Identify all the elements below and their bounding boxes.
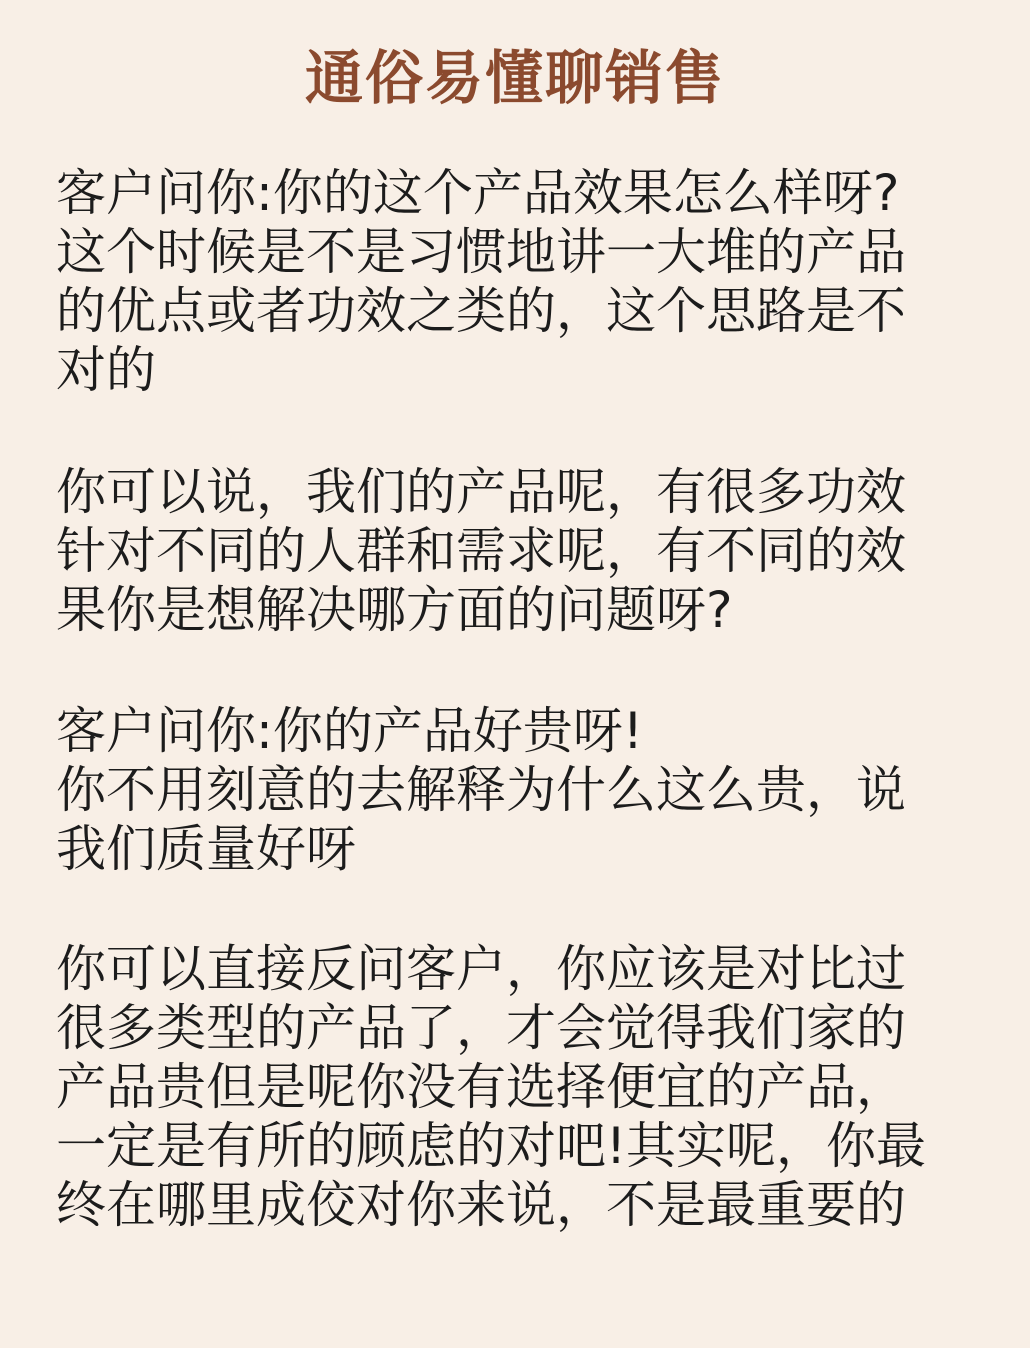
text-line: 终在哪里成佼对你来说，不是最重要的 [56, 1176, 906, 1234]
text-line: 这个时候是不是习惯地讲一大堆的产品 [56, 223, 906, 281]
paragraph-4 [56, 940, 1006, 1235]
paragraph-2 [56, 463, 1006, 640]
text-line: 客户问你:你的产品好贵呀! [56, 702, 643, 760]
text-line: 客户问你:你的这个产品效果怎么样呀? [56, 164, 900, 222]
text-line: 你可以直接反问客户，你应该是对比过 [56, 940, 906, 998]
article-title: 通俗易懂聊销售 [304, 44, 725, 112]
paragraph-3 [56, 702, 1006, 879]
text-line: 你可以说，我们的产品呢，有很多功效 [56, 463, 906, 521]
text-line: 的优点或者功效之类的，这个思路是不 [56, 282, 906, 340]
text-line: 一定是有所的顾虑的对吧!其实呢，你最 [56, 1117, 927, 1175]
text-line: 很多类型的产品了，才会觉得我们家的 [56, 999, 906, 1057]
text-line: 果你是想解决哪方面的问题呀? [56, 581, 733, 639]
text-line: 产品贵但是呢你没有选择便宜的产品， [56, 1058, 906, 1116]
text-line: 你不用刻意的去解释为什么这么贵，说 [56, 761, 906, 819]
text-line: 对的 [56, 341, 156, 399]
text-line: 我们质量好呀 [56, 820, 356, 878]
paragraph-1 [56, 164, 1006, 400]
text-line: 针对不同的人群和需求呢，有不同的效 [56, 522, 906, 580]
